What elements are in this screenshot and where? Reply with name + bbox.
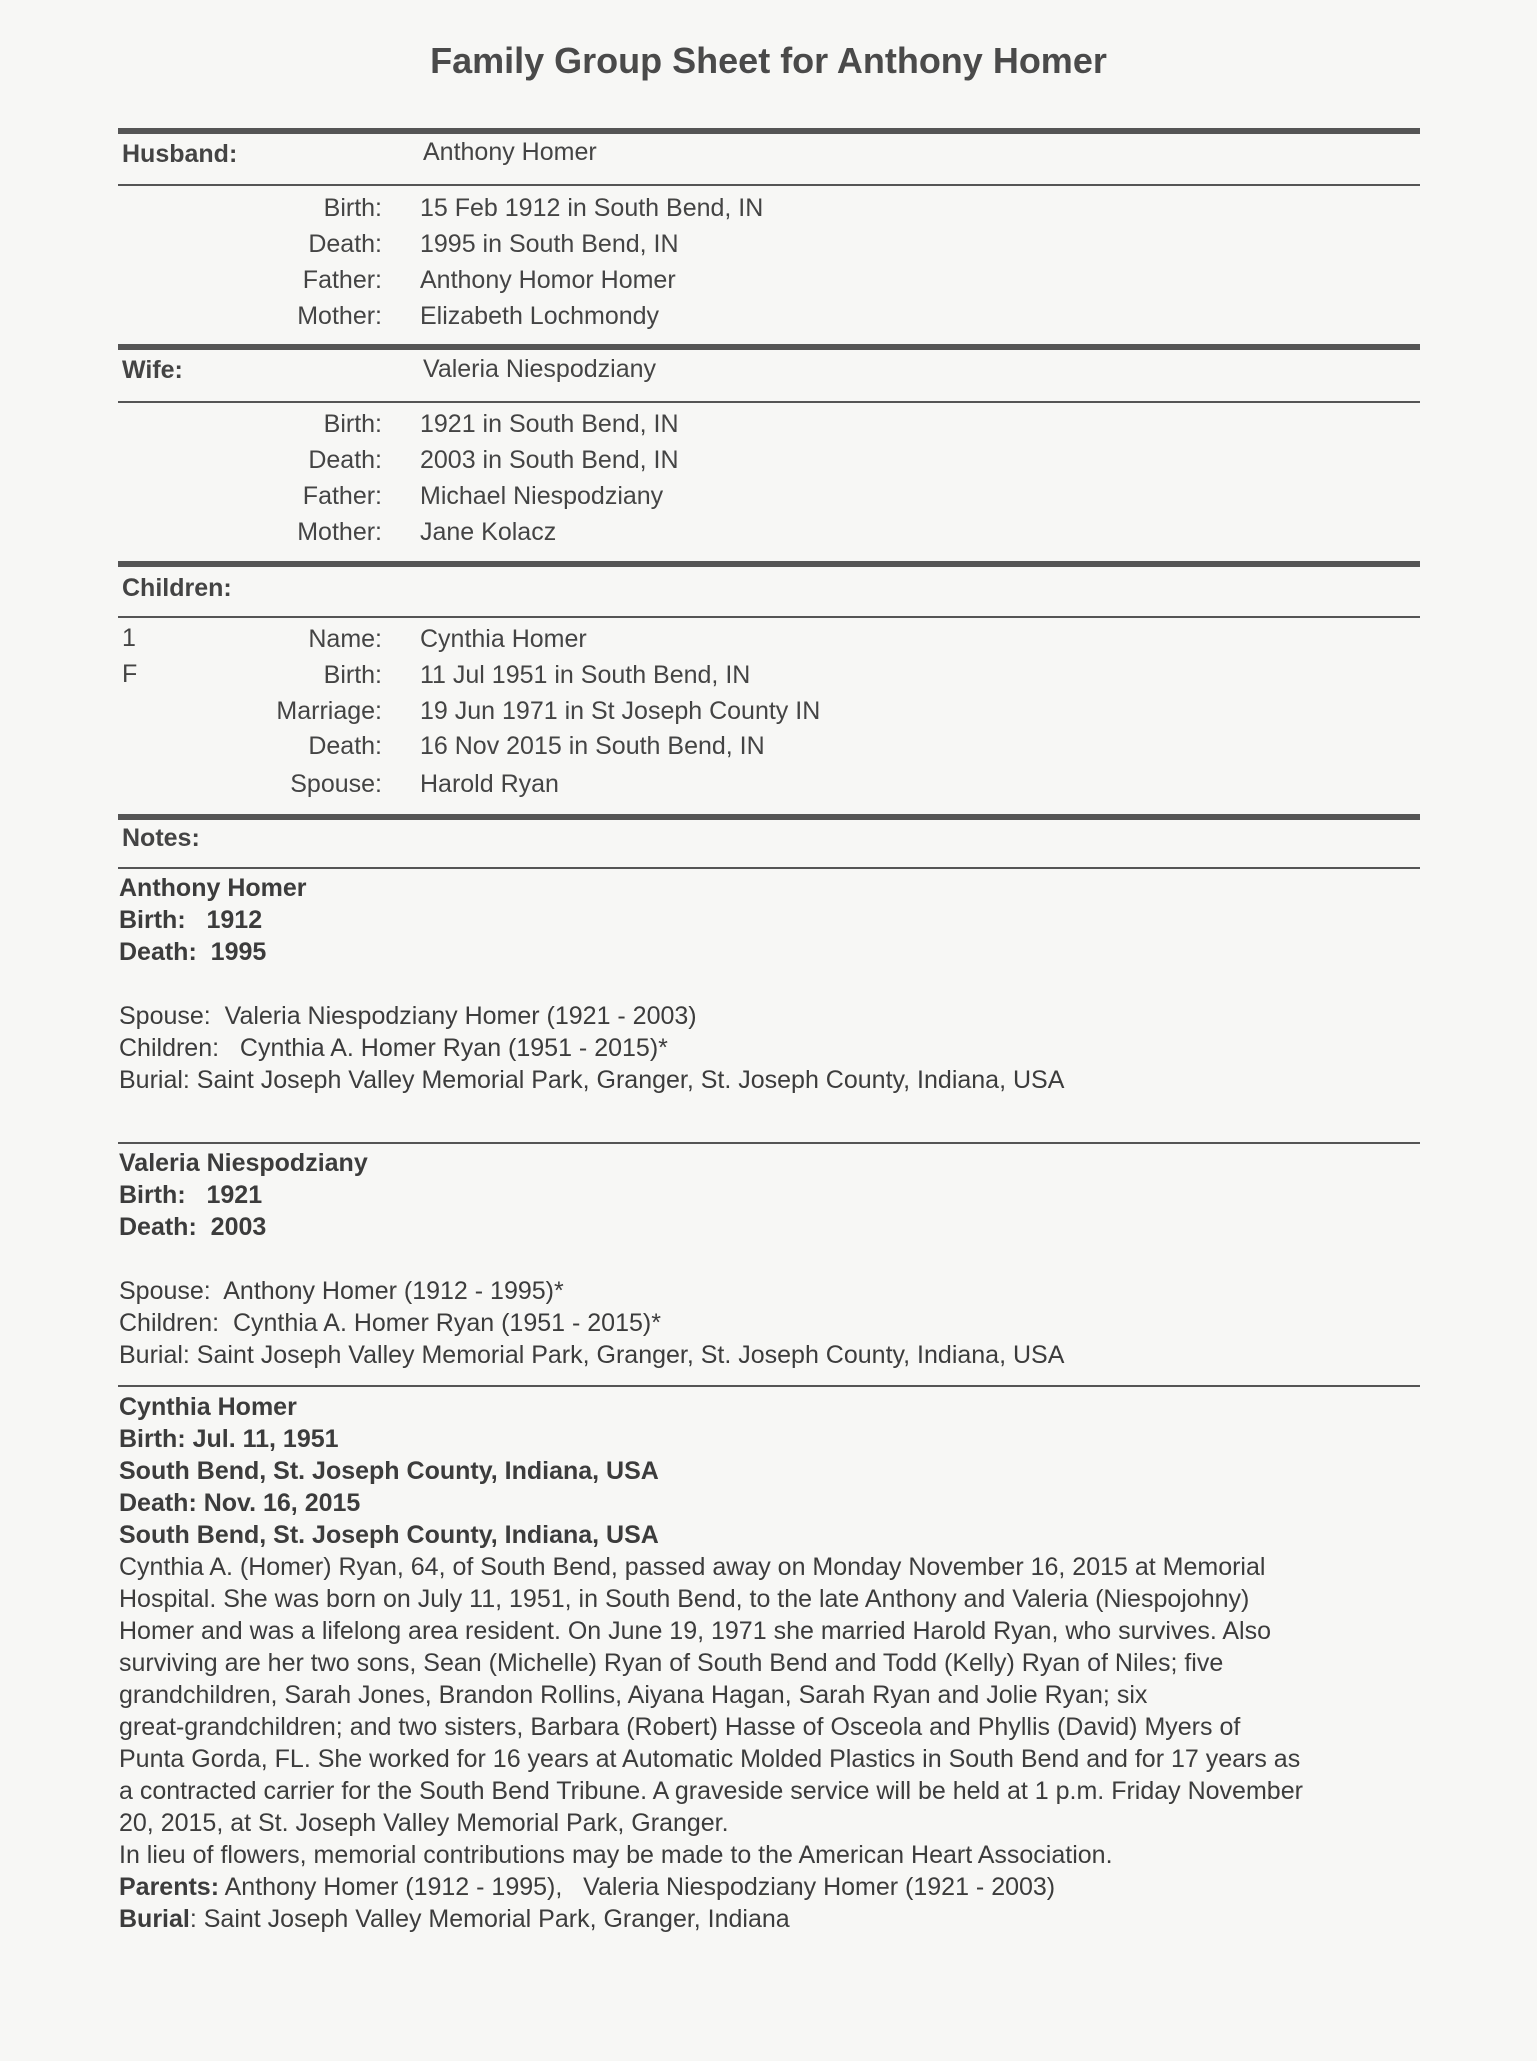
wife-father-label: Father:: [302, 482, 382, 510]
note-divider: [118, 1385, 1420, 1387]
child-birth-label: Birth:: [323, 661, 382, 689]
wife-death-value: 2003 in South Bend, IN: [420, 446, 679, 474]
wife-death-label: Death:: [308, 446, 382, 474]
children-label: Children:: [122, 574, 232, 602]
obituary-line: grandchildren, Sarah Jones, Brandon Rollins, Aiyana Hagan, Sarah Ryan and Jolie Ryan; six: [119, 1681, 1148, 1709]
husband-birth-value: 15 Feb 1912 in South Bend, IN: [420, 194, 764, 222]
note-parents: [119, 1871, 1424, 1903]
obituary-line: In lieu of flowers, memorial contributions may be made to the American Heart Association.: [119, 1841, 1113, 1869]
note-death-place: South Bend, St. Joseph County, Indiana, USA: [119, 1521, 659, 1549]
child-death-value: 16 Nov 2015 in South Bend, IN: [420, 732, 765, 760]
child-spouse-value: Harold Ryan: [420, 770, 559, 798]
note-death: Death: 1995: [119, 938, 267, 966]
wife-birth-value: 1921 in South Bend, IN: [420, 410, 679, 438]
note-death: Death: Nov. 16, 2015: [119, 1489, 361, 1517]
section-rule: [118, 344, 1420, 350]
obituary-line: surviving are her two sons, Sean (Michelle) Ryan of South Bend and Todd (Kelly) Ryan of Niles; five: [119, 1649, 1224, 1677]
parents-value: Anthony Homer (1912 - 1995), Valeria Niespodziany Homer (1921 - 2003): [219, 1873, 1056, 1901]
husband-name: Anthony Homer: [423, 138, 597, 166]
note-children: Children: Cynthia A. Homer Ryan (1951 - 2015)*: [119, 1309, 661, 1337]
section-divider: [118, 616, 1420, 618]
obituary-line: Homer and was a lifelong area resident. On June 19, 1971 she married Harold Ryan, who survives. Also: [119, 1617, 1271, 1645]
obituary-line: 20, 2015, at St. Joseph Valley Memorial Park, Granger.: [119, 1809, 729, 1837]
note-divider: [118, 1142, 1420, 1144]
parents-label: Parents:: [119, 1873, 220, 1901]
husband-death-label: Death:: [308, 230, 382, 258]
note-birth-place: South Bend, St. Joseph County, Indiana, USA: [119, 1457, 659, 1485]
obituary-line: Punta Gorda, FL. She worked for 16 years at Automatic Molded Plastics in South Bend and for 17 years as: [119, 1745, 1301, 1773]
wife-name: Valeria Niespodziany: [423, 355, 656, 383]
wife-label: Wife:: [122, 356, 183, 384]
child-marriage-value: 19 Jun 1971 in St Joseph County IN: [420, 697, 821, 725]
husband-mother-value: Elizabeth Lochmondy: [420, 302, 660, 330]
note-burial: Burial: Saint Joseph Valley Memorial Park, Granger, St. Joseph County, Indiana, USA: [119, 1066, 1065, 1094]
note-cynthia: [119, 1391, 1424, 1935]
note-name: Valeria Niespodziany: [119, 1149, 368, 1177]
child-number: 1: [122, 624, 136, 652]
section-divider: [118, 867, 1420, 869]
burial-label: Burial: [119, 1905, 190, 1933]
note-birth: Birth: 1921: [119, 1181, 263, 1209]
section-rule: [118, 814, 1420, 820]
child-name-label: Name:: [308, 625, 382, 653]
child-death-label: Death:: [308, 732, 382, 760]
child-name-value: Cynthia Homer: [420, 625, 587, 653]
husband-birth-label: Birth:: [323, 194, 382, 222]
note-valeria: [119, 1147, 1424, 1371]
note-death: Death: 2003: [119, 1213, 267, 1241]
child-marriage-label: Marriage:: [276, 697, 382, 725]
section-rule: [118, 128, 1420, 134]
note-anthony: [119, 872, 1424, 1096]
child-birth-value: 11 Jul 1951 in South Bend, IN: [420, 661, 751, 689]
note-name: Anthony Homer: [119, 874, 307, 902]
husband-father-label: Father:: [302, 266, 382, 294]
husband-death-value: 1995 in South Bend, IN: [420, 230, 679, 258]
page-title: Family Group Sheet for Anthony Homer: [430, 40, 1107, 81]
note-birth: Birth: Jul. 11, 1951: [119, 1425, 339, 1453]
note-children: Children: Cynthia A. Homer Ryan (1951 - 2015)*: [119, 1034, 668, 1062]
obituary-line: Cynthia A. (Homer) Ryan, 64, of South Bend, passed away on Monday November 16, 2015 at Memorial: [119, 1553, 1266, 1581]
obituary-line: Hospital. She was born on July 11, 1951, in South Bend, to the late Anthony and Valeria (Niespojohny): [119, 1585, 1250, 1613]
section-rule: [118, 561, 1420, 567]
section-divider: [118, 401, 1420, 403]
child-spouse-label: Spouse:: [290, 770, 382, 798]
obituary-line: great-grandchildren; and two sisters, Barbara (Robert) Hasse of Osceola and Phyllis (David) Myers of: [119, 1713, 1241, 1741]
husband-label: Husband:: [122, 140, 238, 168]
obituary-line: a contracted carrier for the South Bend Tribune. A graveside service will be held at 1 p.m. Friday November: [119, 1777, 1303, 1805]
wife-father-value: Michael Niespodziany: [420, 482, 664, 510]
note-burial: Burial: Saint Joseph Valley Memorial Park, Granger, St. Joseph County, Indiana, USA: [119, 1341, 1065, 1369]
husband-mother-label: Mother:: [297, 302, 382, 330]
section-divider: [118, 184, 1420, 186]
note-name: Cynthia Homer: [119, 1393, 297, 1421]
burial-value: : Saint Joseph Valley Memorial Park, Granger, Indiana: [189, 1905, 790, 1933]
note-spouse: Spouse: Anthony Homer (1912 - 1995)*: [119, 1277, 564, 1305]
note-spouse: Spouse: Valeria Niespodziany Homer (1921 - 2003): [119, 1002, 697, 1030]
notes-label: Notes:: [122, 824, 200, 852]
wife-mother-value: Jane Kolacz: [420, 518, 557, 546]
wife-mother-label: Mother:: [297, 518, 382, 546]
note-birth: Birth: 1912: [119, 906, 263, 934]
wife-birth-label: Birth:: [323, 410, 382, 438]
husband-father-value: Anthony Homor Homer: [420, 266, 676, 294]
note-burial: [119, 1903, 1424, 1935]
child-sex: F: [122, 660, 138, 688]
